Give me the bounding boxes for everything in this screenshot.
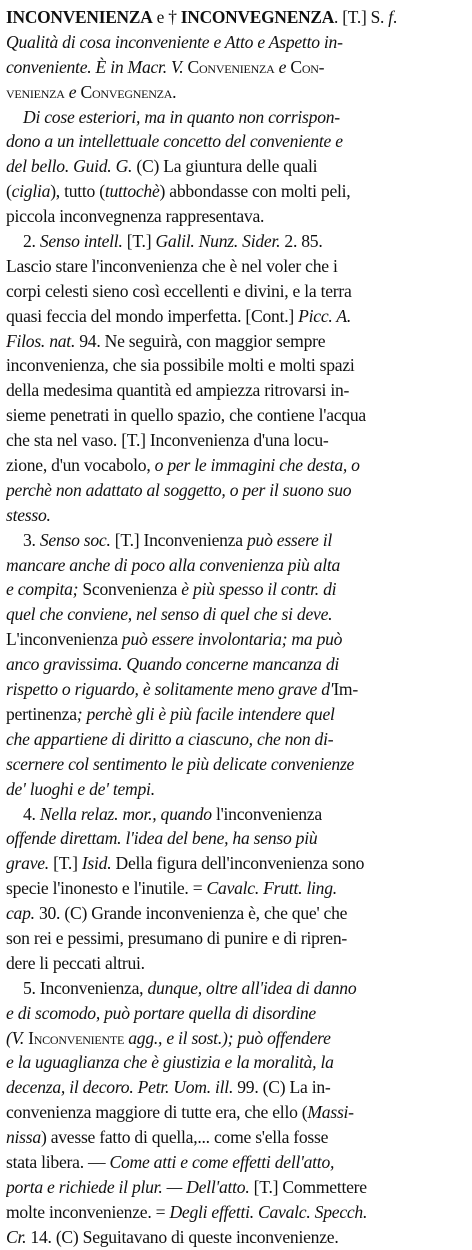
entry-line (6, 179, 466, 204)
entry-text-segment: Inconveniente (28, 1027, 125, 1048)
entry-line (6, 951, 466, 976)
entry-text-segment: e † (152, 7, 181, 27)
entry-text-segment: [T.] Commettere (249, 1176, 367, 1197)
entry-text-segment: Senso soc. (39, 529, 111, 550)
entry-text-segment: stata libera. — (6, 1151, 110, 1172)
entry-line (6, 727, 466, 752)
entry-line (6, 577, 466, 602)
entry-line (6, 1125, 466, 1150)
entry-line (6, 1075, 466, 1100)
entry-text-segment: Filos. nat. (6, 330, 76, 351)
entry-line (6, 926, 466, 951)
entry-text-segment: inconvenienza, che sia possibile molti e molti spazi (6, 355, 355, 376)
entry-text-segment: [T.] (48, 853, 82, 874)
entry-line (6, 901, 466, 926)
entry-text-segment: dunque, oltre all'idea di danno (147, 977, 357, 998)
entry-text-segment: Im- (333, 679, 358, 700)
entry-line (6, 353, 466, 378)
entry-line (6, 329, 466, 354)
entry-text-segment: e di scomodo, può portare quella di disordine (6, 1002, 316, 1023)
entry-text-segment: Lascio stare l'inconvenienza che è nel voler che i (6, 255, 338, 276)
entry-line (6, 204, 466, 229)
entry-text-segment: ciglia (11, 181, 51, 202)
entry-text-segment: (C) La giuntura delle quali (132, 156, 318, 177)
entry-text-segment: e (274, 56, 291, 77)
entry-text-segment: Della figura dell'inconvenienza sono (111, 853, 365, 874)
entry-text-segment: stesso. (6, 504, 51, 525)
entry-line (6, 1175, 466, 1200)
entry-text-segment: Qualità di cosa inconveniente e Atto e Aspetto in- (6, 31, 343, 52)
entry-line (6, 453, 466, 478)
entry-text-segment: Nella relaz. mor., quando (39, 803, 212, 824)
entry-text-segment: perchè non adattato al soggetto, o per il suono suo (6, 479, 352, 500)
entry-line (6, 478, 466, 503)
entry-text-segment: de' luoghi e de' tempi. (6, 778, 155, 799)
entry-text-segment: sieme penetrati in quello spazio, che contiene l'acqua (6, 405, 366, 426)
entry-text-segment: ( (6, 181, 12, 202)
entry-text-segment: l'inconvenienza (211, 803, 322, 824)
entry-text-segment: quasi feccia del mondo imperfetta. [Cont.] (6, 305, 299, 326)
entry-line (6, 1225, 466, 1250)
entry-text-segment: nissa (6, 1127, 41, 1148)
dictionary-entry-inconvenienza (6, 5, 466, 1250)
entry-text-segment: può essere il (246, 529, 332, 550)
entry-line (6, 826, 466, 851)
entry-text-segment: son rei e pessimi, presumano di punire e di ripren- (6, 927, 347, 948)
entry-text-segment: 5. Inconvenienza, (23, 977, 148, 998)
entry-text-segment: Come atti e come effetti dell'atto, (109, 1151, 335, 1172)
entry-line (6, 602, 466, 627)
entry-text-segment: 4. (23, 803, 40, 824)
entry-text-segment: quel che conviene, nel senso di quel che si deve. (6, 604, 333, 625)
entry-text-segment: 2. (23, 231, 40, 252)
entry-text-segment: tuttochè (104, 181, 160, 202)
entry-text-segment: zione, d'un vocabolo, (6, 455, 155, 476)
entry-text-segment: scernere col sentimento le più delicate convenienze (6, 753, 355, 774)
entry-text-segment: Degli effetti. Cavalc. Specch. (169, 1201, 368, 1222)
entry-text-segment: mancare anche di poco alla convenienza più alta (6, 554, 341, 575)
entry-line (6, 1026, 466, 1051)
entry-line (6, 30, 466, 55)
entry-line (6, 55, 466, 80)
entry-line (6, 129, 466, 154)
entry-line (6, 528, 466, 553)
entry-text-segment: dono a un intellettuale concetto del conveniente e (6, 131, 343, 152)
entry-line (6, 254, 466, 279)
entry-text-segment: venienza (6, 81, 65, 102)
entry-text-segment: ; perchè gli è più facile intendere quel (76, 703, 335, 724)
entry-text-segment: 3. (23, 529, 40, 550)
entry-text-segment: 30. (C) Grande inconvenienza è, che que' che (34, 903, 348, 924)
entry-text-segment: . [T.] S. (334, 7, 389, 27)
entry-text-segment: e compita; (6, 579, 79, 600)
entry-text-segment: convenienza maggiore di tutte era, che ello ( (6, 1102, 308, 1123)
entry-text-segment: Isid. (81, 853, 112, 874)
entry-text-segment: agg., e il sost.); può offendere (124, 1027, 331, 1048)
entry-line (6, 702, 466, 727)
entry-line (6, 802, 466, 827)
entry-text-segment: è più spesso il contr. di (181, 579, 337, 600)
entry-text-segment: porta e richiede il plur. — Dell'atto. (6, 1176, 250, 1197)
entry-text-segment: INCONVENIENZA (6, 7, 153, 27)
entry-text-segment: . (392, 7, 397, 27)
entry-line (6, 627, 466, 652)
entry-text-segment: L'inconvenienza (6, 629, 122, 650)
entry-line (6, 279, 466, 304)
entry-text-segment: 2. 85. (280, 231, 323, 252)
entry-line (6, 752, 466, 777)
entry-text-segment: dere li peccati altrui. (6, 952, 145, 973)
entry-text-segment: Massi- (307, 1102, 354, 1123)
entry-line (6, 1050, 466, 1075)
entry-text-segment: 14. (C) Seguitavano di queste inconvenienze. (26, 1226, 339, 1247)
entry-text-segment: può essere involontaria; ma può (121, 629, 343, 650)
entry-text-segment: 94. Ne seguirà, con maggior sempre (75, 330, 326, 351)
entry-text-segment: Cavalc. Frutt. ling. (206, 878, 337, 899)
entry-text-segment: Di cose esteriori, ma in quanto non corrispon- (23, 106, 340, 127)
entry-line (6, 5, 466, 30)
entry-text-segment: Con- (290, 56, 325, 77)
entry-text-segment: che appartiene di diritto a ciascuno, che non di- (6, 728, 334, 749)
entry-text-segment: pertinenza (6, 703, 77, 724)
entry-text-segment: offende direttam. l'idea del bene, ha senso più (6, 828, 318, 849)
entry-line (6, 304, 466, 329)
entry-text-segment: del bello. Guid. G. (6, 156, 133, 177)
entry-text-segment: ) abbondasse con molti peli, (159, 181, 351, 202)
entry-text-segment: Sconvenienza (78, 579, 182, 600)
entry-text-segment: che sta nel vaso. [T.] Inconvenienza d'una locu- (6, 430, 329, 451)
entry-text-segment: o per le immagini che desta, o (154, 455, 360, 476)
entry-text-segment: INCONVEGNENZA (180, 7, 335, 27)
entry-text-segment: decenza, il decoro. Petr. Uom. ill. (6, 1077, 234, 1098)
entry-text-segment: Picc. A. (298, 305, 352, 326)
entry-text-segment: ), tutto ( (50, 181, 105, 202)
entry-text-segment: Convenienza (187, 56, 275, 77)
entry-line (6, 428, 466, 453)
entry-text-segment: Galil. Nunz. Sider. (155, 231, 281, 252)
entry-text-segment: Senso intell. (39, 231, 123, 252)
entry-line (6, 1001, 466, 1026)
entry-line (6, 378, 466, 403)
entry-line (6, 876, 466, 901)
entry-line (6, 105, 466, 130)
entry-line (6, 154, 466, 179)
entry-text-segment: corpi celesti sieno così eccellenti e divini, e la terra (6, 280, 352, 301)
entry-text-segment: cap. (6, 903, 35, 924)
entry-text-segment: molte inconvenienze. = (6, 1201, 170, 1222)
entry-line (6, 503, 466, 528)
entry-text-segment: specie l'inonesto e l'inutile. = (6, 878, 207, 899)
entry-text-segment: (V. (6, 1027, 29, 1048)
entry-line (6, 1100, 466, 1125)
entry-text-segment: Cr. (6, 1226, 27, 1247)
entry-text-segment: Convegnenza (80, 81, 173, 102)
entry-line (6, 1200, 466, 1225)
entry-text-segment: [T.] Inconvenienza (110, 529, 247, 550)
entry-text-segment: della medesima quantità ed ampiezza ritrovarsi in- (6, 380, 350, 401)
entry-text-segment: grave. (6, 853, 49, 874)
entry-text-segment: [T.] (122, 231, 156, 252)
entry-line (6, 777, 466, 802)
entry-text-segment: e la uguaglianza che è giustizia e la moralità, la (6, 1052, 334, 1073)
entry-text-segment: conveniente. È in Macr. V. (6, 56, 188, 77)
entry-line (6, 677, 466, 702)
entry-text-segment: ) avesse fatto di quella,... come s'ella fosse (40, 1127, 329, 1148)
entry-line (6, 553, 466, 578)
entry-line (6, 976, 466, 1001)
entry-line (6, 652, 466, 677)
entry-text-segment: f (388, 7, 393, 27)
entry-line (6, 80, 466, 105)
entry-text-segment: rispetto o riguardo, è solitamente meno grave d' (6, 679, 334, 700)
entry-text-segment: . (172, 81, 177, 102)
entry-text-segment: piccola inconvegnenza rappresentava. (6, 206, 265, 227)
entry-line (6, 851, 466, 876)
entry-line (6, 1150, 466, 1175)
entry-line (6, 403, 466, 428)
entry-line (6, 229, 466, 254)
entry-text-segment: anco gravissima. Quando concerne mancanza di (6, 654, 340, 675)
entry-text-segment: 99. (C) La in- (233, 1077, 331, 1098)
entry-text-segment: e (64, 81, 81, 102)
